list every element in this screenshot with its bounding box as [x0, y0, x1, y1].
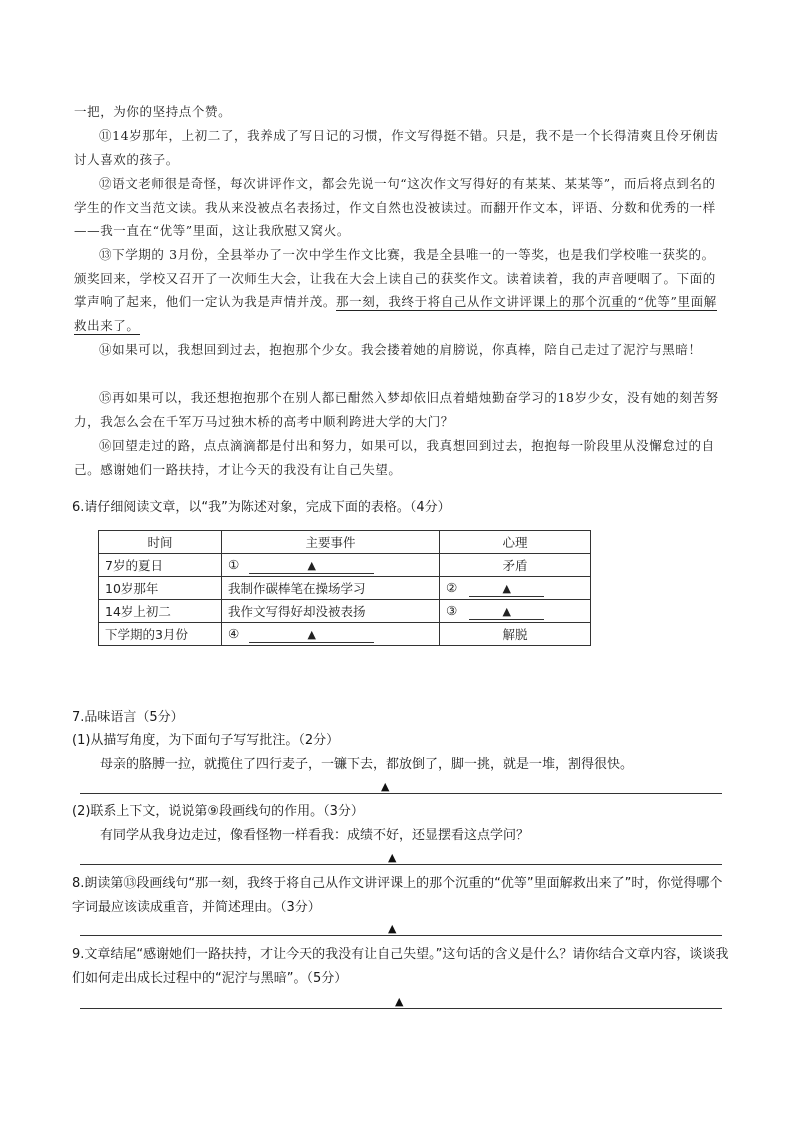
table-row [99, 600, 591, 623]
answer-marker: ▲ [388, 851, 397, 864]
passage-paragraph-15: ⑮再如果可以，我还想抱抱那个在别人都已酣然入梦却依旧点着蜡烛勤奋学习的18岁少女，没有她的刻苦努力，我怎么会在千军万马过独木桥的高考中顺利跨进大学的大门？ [74, 390, 719, 429]
row-event: 我制作碳棒笔在操场学习 [222, 577, 440, 600]
question-8-prompt: 8.朗读第⑬段画线句“那一刻，我终于将自己从作文讲评课上的那个沉重的“优等”里面解救出来了”时，你觉得哪个字词最应该读成重音，并简述理由。（3分） [72, 876, 723, 915]
answer-marker: ▲ [388, 922, 397, 935]
row-time: 下学期的3月份 [99, 623, 222, 646]
question-7-1-prompt: (1)从描写角度，为下面句子写写批注。（2分） [72, 733, 340, 748]
table-header-row [99, 531, 591, 554]
passage-paragraph-14: ⑭如果可以，我想回到过去，抱抱那个少女。我会搂着她的肩膀说，你真棒，陪自己走过了泥泞与黑暗！ [99, 342, 702, 357]
answer-blank: ▲ [469, 582, 544, 597]
passage-paragraph-13 [74, 243, 724, 337]
passage-paragraph-10-tail: 一把，为你的坚持点个赞。 [74, 104, 232, 119]
question-9-prompt: 9.文章结尾“感谢她们一路扶持，才让今天的我没有让自己失望。”这句话的含义是什么？请你结合文章内容，谈谈我们如何走出成长过程中的“泥泞与黑暗”。（5分） [72, 947, 729, 986]
answer-blank: ▲ [249, 559, 374, 574]
passage-paragraph-13-text: ⑬下学期的 3月份，全县举办了一次中学生作文比赛，我是全县唯一的一等奖，也是我们学校唯一获奖的。颁奖回来，学校又召开了一次师生大会，让我在大会上读自己的获奖作文。读着读着，我的声音哽咽了。下面的掌声响了起来，他们一定认为我是声情并茂。 [74, 247, 716, 309]
underlined-sentence: 那一刻，我终于将自己从作文讲评课上的那个沉重的“优等”里面解救出来了。 [74, 294, 717, 333]
blank-marker: ① [228, 556, 240, 572]
answer-marker: ▲ [395, 995, 404, 1008]
row-mood-blank[interactable] [440, 600, 591, 623]
question-7-1-sentence: 母亲的胳膊一拉，就揽住了四行麦子，一镰下去，都放倒了，脚一挑，就是一堆，割得很快。 [100, 757, 634, 772]
table-row [99, 577, 591, 600]
answer-line-7-2[interactable] [80, 864, 722, 865]
row-time: 10岁那年 [99, 577, 222, 600]
passage-paragraph-12: ⑫语文老师很是奇怪，每次讲评作文，都会先说一句“这次作文写得好的有某某、某某等”，而后将点到名的学生的作文当范文读。我从来没被点名表扬过，作文自然也没被读过。而翻开作文本，评语、分数和优秀的一样——我一直在“优等”里面，这让我欣慰又窝火。 [74, 176, 716, 238]
row-time: 7岁的夏日 [99, 554, 222, 577]
row-mood: 解脱 [440, 623, 591, 646]
header-time: 时间 [99, 531, 222, 554]
blank-marker: ④ [228, 625, 240, 641]
row-mood-blank[interactable] [440, 577, 591, 600]
table-row [99, 623, 591, 646]
header-event: 主要事件 [222, 531, 440, 554]
blank-marker: ② [446, 579, 458, 595]
answer-line-7-1[interactable] [80, 793, 722, 794]
question-7-2-prompt: (2)联系上下文，说说第⑨段画线句的作用。（3分） [72, 804, 364, 819]
header-mood: 心理 [440, 531, 591, 554]
row-event-blank[interactable] [222, 554, 440, 577]
row-event-blank[interactable] [222, 623, 440, 646]
answer-marker: ▲ [381, 780, 390, 793]
answer-blank: ▲ [469, 605, 544, 620]
question-7-title: 7.品味语言（5分） [72, 710, 184, 725]
answer-blank: ▲ [249, 628, 374, 643]
question-6-table [98, 530, 591, 646]
question-7-2-sentence: 有同学从我身边走过，像看怪物一样看我：成绩不好，还显摆看这点学问？ [100, 828, 530, 843]
row-event: 我作文写得好却没被表扬 [222, 600, 440, 623]
blank-marker: ③ [446, 602, 458, 618]
passage-paragraph-11: ⑪14岁那年，上初二了，我养成了写日记的习惯，作文写得挺不错。只是，我不是一个长得清爽且伶牙俐齿讨人喜欢的孩子。 [74, 128, 719, 167]
row-mood: 矛盾 [440, 554, 591, 577]
row-time: 14岁上初二 [99, 600, 222, 623]
question-6-prompt: 6.请仔细阅读文章，以“我”为陈述对象，完成下面的表格。（4分） [72, 500, 451, 515]
table-row [99, 554, 591, 577]
passage-paragraph-16: ⑯回望走过的路，点点滴滴都是付出和努力，如果可以，我真想回到过去，抱抱每一阶段里从没懈怠过的自己。感谢她们一路扶持，才让今天的我没有让自己失望。 [74, 438, 715, 477]
answer-line-9[interactable] [80, 1008, 722, 1009]
answer-line-8[interactable] [80, 935, 722, 936]
